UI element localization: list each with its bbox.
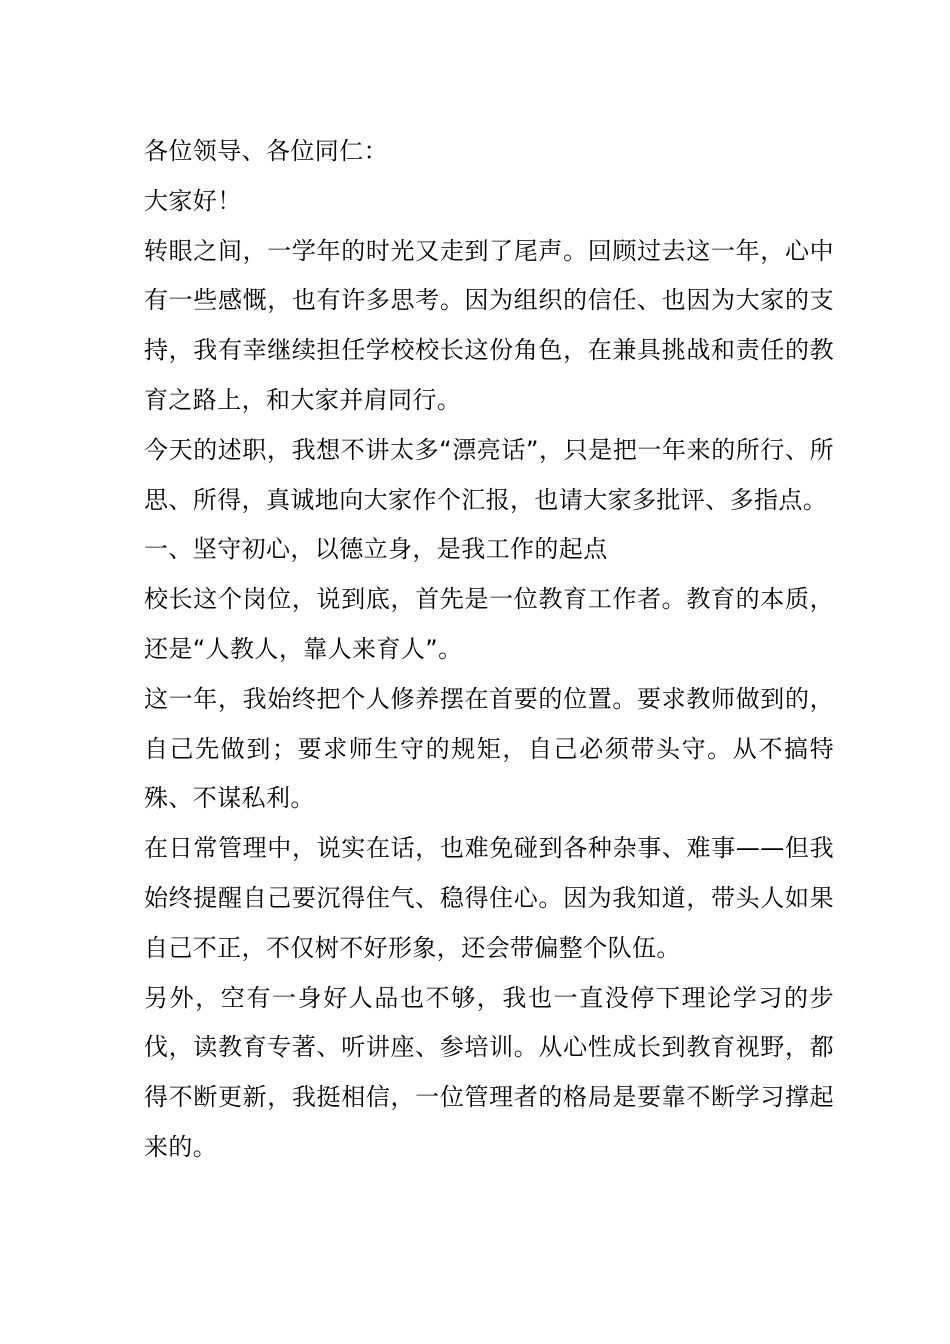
paragraph-intro: 转眼之间，一学年的时光又走到了尾声。回顾过去这一年，心中有一些感慨，也有许多思考。因为组织的信任、也因为大家的支持，我有幸继续担任学校校长这份角色，在兼具挑战和责任的教育之路上，和大家并肩同行。 (144, 236, 834, 414)
salutation: 各位领导、各位同仁： (144, 137, 388, 165)
paragraph-section-1-d: 另外，空有一身好人品也不够，我也一直没停下理论学习的步伐，读教育专著、听讲座、参培训。从心性成长到教育视野，都得不断更新，我挺相信，一位管理者的格局是要靠不断学习撑起来的。 (144, 983, 834, 1161)
paragraph-purpose: 今天的述职，我想不讲太多“漂亮话”，只是把一年来的所行、所思、所得，真诚地向大家作个汇报，也请大家多批评、多指点。 (144, 435, 834, 514)
greeting: 大家好！ (144, 186, 242, 215)
section-heading-1: 一、坚守初心，以德立身，是我工作的起点 (144, 535, 608, 564)
document-body (144, 127, 834, 1173)
paragraph-section-1-b: 这一年，我始终把个人修养摆在首要的位置。要求教师做到的，自己先做到；要求师生守的规矩，自己必须带头守。从不搞特殊、不谋私利。 (144, 684, 834, 813)
paragraph-section-1-c: 在日常管理中，说实在话，也难免碰到各种杂事、难事——但我始终提醒自己要沉得住气、稳得住心。因为我知道，带头人如果自己不正，不仅树不好形象，还会带偏整个队伍。 (144, 834, 834, 962)
paragraph-section-1-a: 校长这个岗位，说到底，首先是一位教育工作者。教育的本质，还是“人教人，靠人来育人”。 (144, 585, 834, 663)
